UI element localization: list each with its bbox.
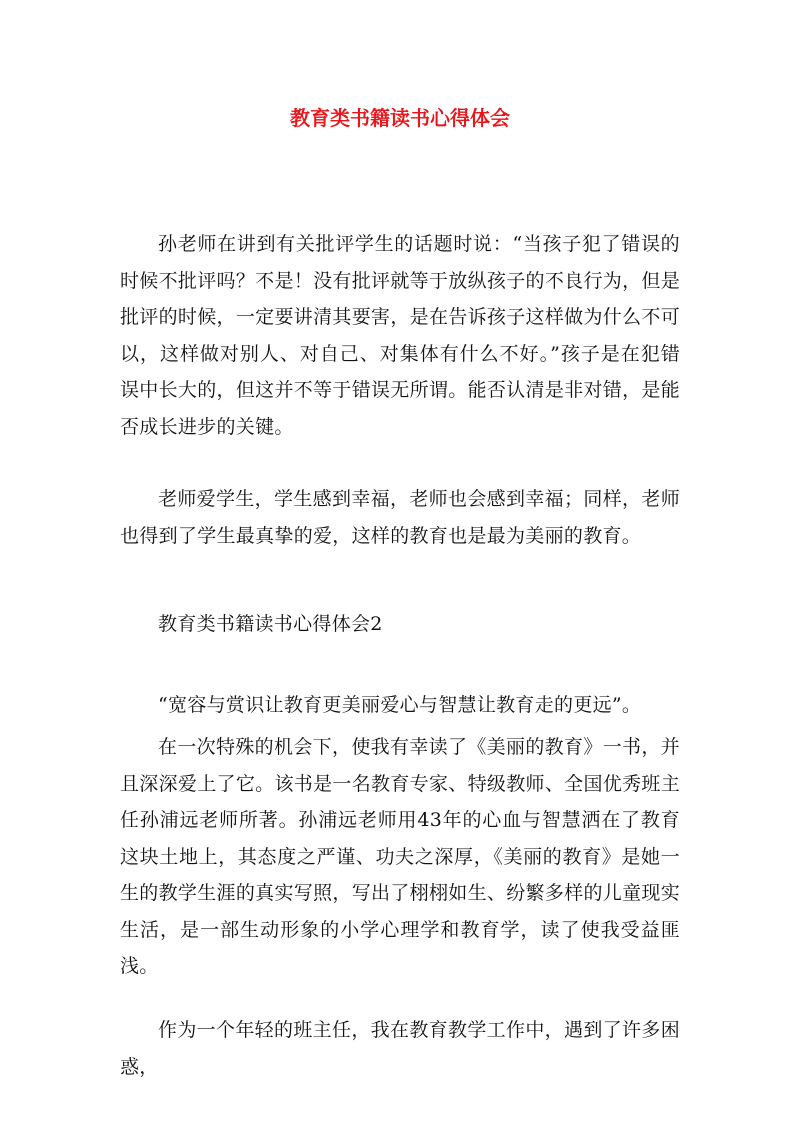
- document-title: 教育类书籍读书心得体会: [290, 106, 510, 130]
- paragraph-book-intro: 在一次特殊的机会下，使我有幸读了《美丽的教育》一书，并且深深爱上了它。该书是一名教育专家、特级教师、全国优秀班主任孙浦远老师所著。孙浦远老师用43年的心血与智慧洒在了教育这块土地上，其态度之严谨、功夫之深厚，《美丽的教育》是她一生的教学生涯的真实写照，写出了栩栩如生、纷繁多样的儿童现实生活，是一部生动形象的小学心理学和教育学，读了使我受益匪浅。: [120, 736, 680, 977]
- paragraph-class-teacher: 作为一个年轻的班主任，我在教育教学工作中，遇到了许多困惑，: [120, 1019, 680, 1078]
- section-heading-2: 教育类书籍读书心得体会2: [158, 613, 383, 635]
- section-quote: “宽容与赏识让教育更美丽爱心与智慧让教育走的更远”。: [158, 694, 642, 716]
- paragraph-love: 老师爱学生，学生感到幸福，老师也会感到幸福；同样，老师也得到了学生最真挚的爱，这样的教育也是最为美丽的教育。: [120, 488, 680, 547]
- paragraph-criticism: 孙老师在讲到有关批评学生的话题时说：“当孩子犯了错误的时候不批评吗？不是！没有批评就等于放纵孩子的不良行为，但是批评的时候，一定要讲清其要害，是在告诉孩子这样做为什么不可以，这样做对别人、对自己、对集体有什么不好。”孩子是在犯错误中长大的，但这并不等于错误无所谓。能否认清是非对错，是能否成长进步的关键。: [120, 233, 680, 438]
